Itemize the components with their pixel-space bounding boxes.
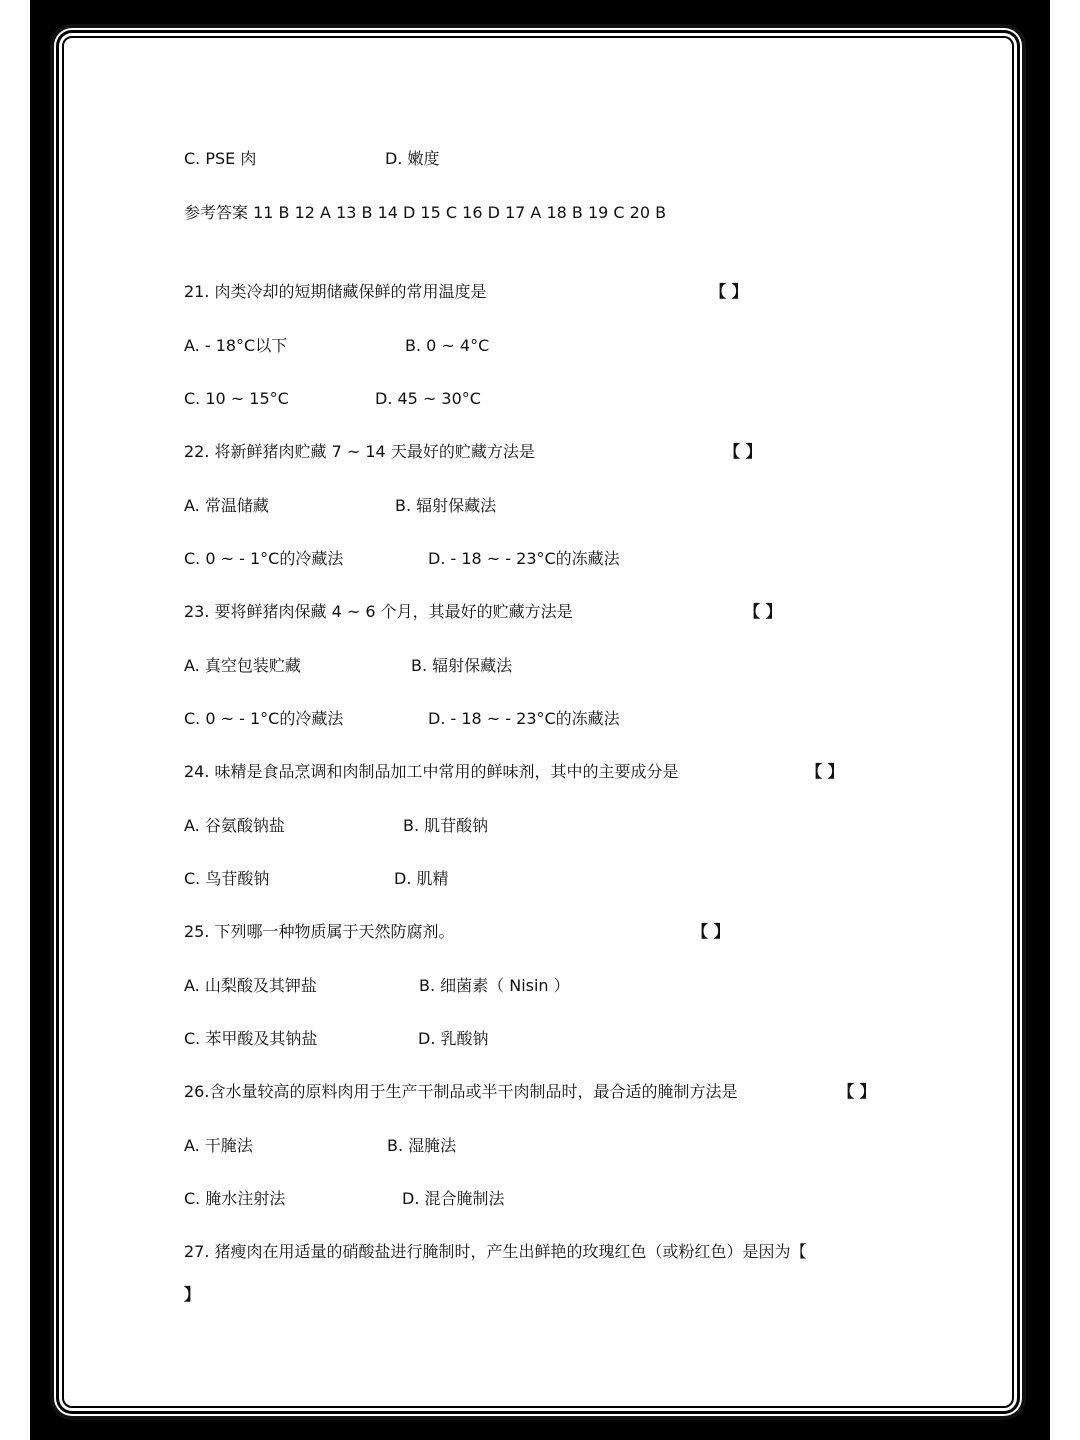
question-23-option-c: C. 0 ~ - 1°C的冷藏法 bbox=[184, 709, 344, 728]
question-24-option-d: D. 肌精 bbox=[394, 869, 449, 888]
question-24-option-a: A. 谷氨酸钠盐 bbox=[184, 816, 285, 835]
question-24-stem: 24. 味精是食品烹调和肉制品加工中常用的鲜味剂，其中的主要成分是 bbox=[184, 762, 679, 781]
question-22-option-b: B. 辐射保藏法 bbox=[395, 496, 497, 515]
question-23-option-a: A. 真空包装贮藏 bbox=[184, 656, 301, 675]
question-26-option-b: B. 湿腌法 bbox=[387, 1136, 457, 1155]
question-22-option-c: C. 0 ~ - 1°C的冷藏法 bbox=[184, 549, 344, 568]
question-25-bracket: 【 】 bbox=[692, 922, 730, 941]
question-21-option-b: B. 0 ~ 4°C bbox=[405, 336, 490, 355]
question-21-bracket: 【 】 bbox=[710, 282, 748, 301]
question-23-stem: 23. 要将鲜猪肉保藏 4 ~ 6 个月，其最好的贮藏方法是 bbox=[184, 602, 573, 621]
question-26-option-d: D. 混合腌制法 bbox=[402, 1189, 505, 1208]
question-27-bracket-close: 】 bbox=[184, 1285, 201, 1304]
question-21-option-c: C. 10 ~ 15°C bbox=[184, 389, 289, 408]
question-25-option-a: A. 山梨酸及其钾盐 bbox=[184, 976, 317, 995]
option-c-pse: C. PSE 肉 bbox=[184, 149, 257, 168]
question-25-option-c: C. 苯甲酸及其钠盐 bbox=[184, 1029, 318, 1048]
question-26-bracket: 【 】 bbox=[838, 1082, 876, 1101]
question-25-option-b: B. 细菌素（ Nisin ） bbox=[419, 976, 570, 995]
question-22-stem: 22. 将新鲜猪肉贮藏 7 ~ 14 天最好的贮藏方法是 bbox=[184, 442, 535, 461]
question-22-option-d: D. - 18 ~ - 23°C的冻藏法 bbox=[428, 549, 620, 568]
question-21-stem: 21. 肉类冷却的短期储藏保鲜的常用温度是 bbox=[184, 282, 487, 301]
reference-answers: 参考答案 11 B 12 A 13 B 14 D 15 C 16 D 17 A 18 B 19 C 20 B bbox=[184, 203, 667, 222]
question-23-bracket: 【 】 bbox=[744, 602, 782, 621]
question-24-bracket: 【 】 bbox=[806, 762, 844, 781]
question-24-option-c: C. 鸟苷酸钠 bbox=[184, 869, 270, 888]
question-27-stem: 27. 猪瘦肉在用适量的硝酸盐进行腌制时，产生出鲜艳的玫瑰红色（或粉红色）是因为【 bbox=[184, 1242, 807, 1261]
question-23-option-d: D. - 18 ~ - 23°C的冻藏法 bbox=[428, 709, 620, 728]
question-24-option-b: B. 肌苷酸钠 bbox=[403, 816, 489, 835]
question-26-option-a: A. 干腌法 bbox=[184, 1136, 253, 1155]
question-21-option-d: D. 45 ~ 30°C bbox=[375, 389, 481, 408]
question-25-stem: 25. 下列哪一种物质属于天然防腐剂。 bbox=[184, 922, 455, 941]
question-22-bracket: 【 】 bbox=[724, 442, 762, 461]
question-26-stem: 26.含水量较高的原料肉用于生产干制品或半干肉制品时，最合适的腌制方法是 bbox=[184, 1082, 738, 1101]
question-21-option-a: A. - 18°C以下 bbox=[184, 336, 288, 355]
question-22-option-a: A. 常温储藏 bbox=[184, 496, 269, 515]
option-d-tenderness: D. 嫩度 bbox=[385, 149, 440, 168]
question-25-option-d: D. 乳酸钠 bbox=[418, 1029, 489, 1048]
question-23-option-b: B. 辐射保藏法 bbox=[411, 656, 513, 675]
question-26-option-c: C. 腌水注射法 bbox=[184, 1189, 286, 1208]
